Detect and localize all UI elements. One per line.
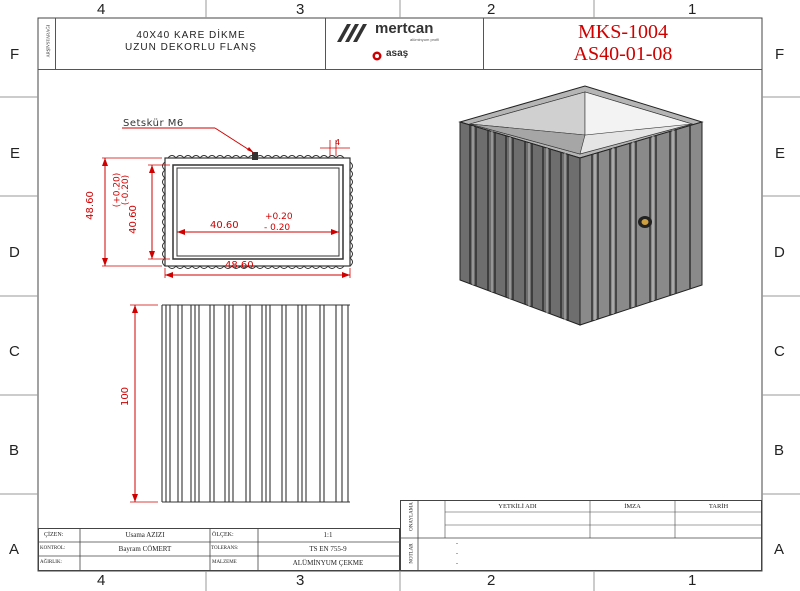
zone-row-e-left: E: [10, 145, 21, 162]
sig-value-drawn: Usama AZIZI: [125, 531, 165, 539]
company-name: mertcan: [375, 20, 434, 37]
dim-48-60-vertical: 48.60: [84, 191, 96, 220]
note-line-2: -: [456, 551, 458, 557]
zone-row-a-left: A: [9, 541, 20, 558]
zone-col-1-top: 1: [688, 1, 697, 18]
zone-col-2-bottom: 2: [487, 572, 496, 589]
approval-header-name: YETKİLİ ADI: [498, 503, 537, 510]
zone-row-b-right: B: [774, 442, 785, 459]
zone-row-c-right: C: [774, 343, 785, 360]
sig-label-weight: AĞIRLIK:: [40, 560, 62, 565]
zone-row-f-right: F: [775, 46, 785, 63]
dim-tol-plus-horizontal: +0.20: [265, 212, 293, 222]
asas-logo-icon: [372, 51, 382, 61]
sig-value-scale: 1:1: [323, 531, 333, 539]
note-line-1: -: [456, 541, 458, 547]
dim-tol-minus-horizontal: - 0.20: [264, 223, 291, 233]
zone-col-4-bottom: 4: [97, 572, 106, 589]
sig-label-checked: KONTROL:: [40, 546, 66, 551]
approval-table-grid: [400, 500, 762, 571]
code-secondary: AS40-01-08: [573, 43, 673, 65]
title-side-label: ARŞİVSTARAĞI: [45, 24, 51, 58]
dim-48-60-horizontal: 48.60: [225, 260, 254, 271]
dim-40-60-horizontal: 40.60: [210, 220, 239, 231]
zone-col-4-top: 4: [97, 1, 106, 18]
setscrew-label: Setskür M6: [123, 118, 184, 129]
mertcan-logo-icon: [335, 22, 375, 44]
part-name-line2: UZUN DEKORLU FLANŞ: [125, 42, 257, 53]
zone-row-d-left: D: [9, 244, 20, 261]
zone-row-d-right: D: [774, 244, 785, 261]
zone-row-f-left: F: [10, 46, 20, 63]
partner-name: asaş: [386, 48, 409, 59]
approval-header-signature: İMZA: [624, 503, 641, 510]
isometric-view: [440, 80, 720, 330]
zone-col-1-bottom: 1: [688, 572, 697, 589]
sig-label-scale: ÖLÇEK:: [212, 532, 234, 538]
dim-100: 100: [120, 386, 132, 407]
approval-header-date: TARİH: [708, 503, 729, 510]
sig-value-material: ALÜMİNYUM ÇEKME: [292, 559, 364, 567]
zone-col-2-top: 2: [487, 1, 496, 18]
zone-col-3-top: 3: [296, 1, 305, 18]
sig-label-drawn: ÇİZEN:: [44, 532, 64, 538]
sig-label-tolerance: TOLERANS:: [211, 546, 239, 551]
code-primary: MKS-1004: [577, 21, 668, 43]
dim-tol-minus-vertical: (-0.20): [121, 174, 132, 206]
dim-tol-plus-vertical: (+0.20): [112, 172, 123, 208]
dim-4: 4: [335, 138, 341, 147]
sig-value-checked: Bayram CÖMERT: [118, 545, 172, 553]
note-line-3: -: [456, 561, 458, 567]
part-name-line1: 40X40 KARE DİKME: [136, 30, 246, 41]
dim-40-60-vertical: 40.60: [127, 205, 139, 234]
notes-side-label: NOTLAR: [409, 543, 415, 564]
company-subtitle: alüminyum profil: [410, 37, 440, 42]
zone-row-b-left: B: [9, 442, 20, 459]
sig-label-material: MALZEME: [212, 560, 237, 565]
zone-row-e-right: E: [775, 145, 786, 162]
zone-col-3-bottom: 3: [296, 572, 305, 589]
zone-row-a-right: A: [774, 541, 785, 558]
sig-value-tolerance: TS EN 755-9: [309, 545, 347, 553]
approval-side-label: ONAYLAMA: [409, 502, 415, 531]
side-elevation-view: [100, 295, 360, 510]
zone-row-c-left: C: [9, 343, 20, 360]
